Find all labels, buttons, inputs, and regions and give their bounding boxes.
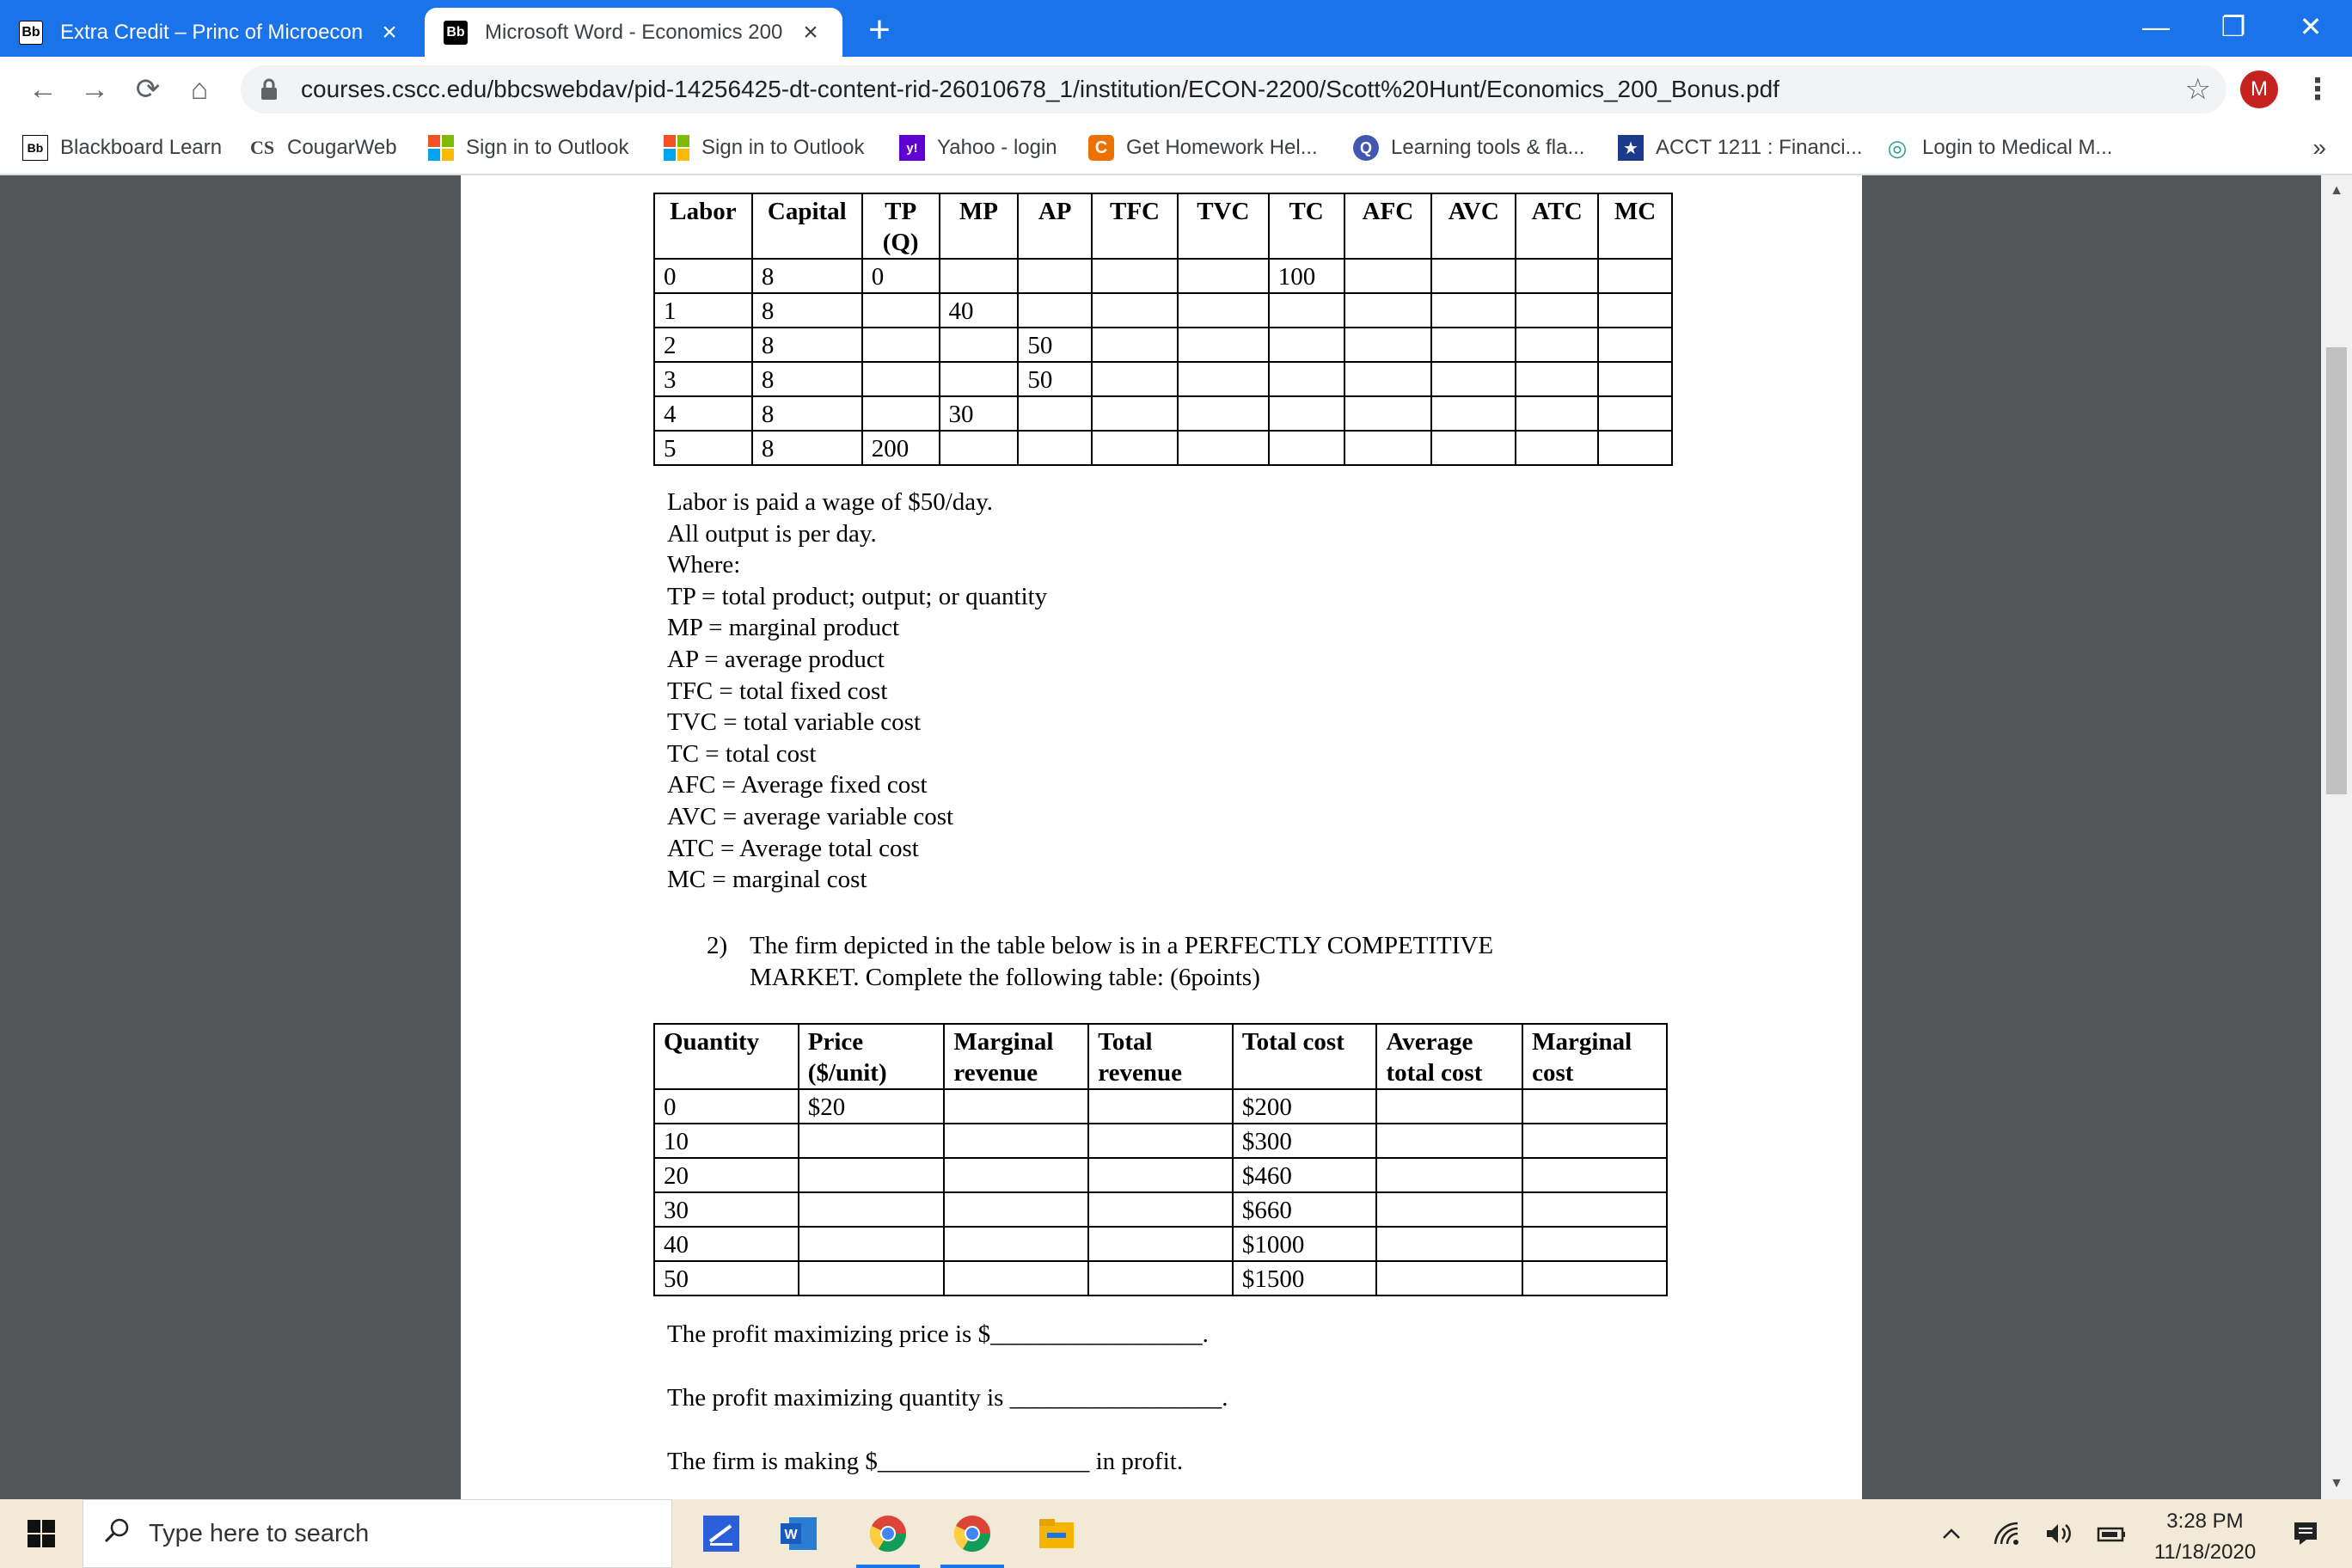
table-cell bbox=[1092, 259, 1178, 293]
table-cell bbox=[1178, 259, 1269, 293]
bookmark-label: Sign in to Outlook bbox=[701, 136, 865, 159]
table-cell bbox=[1018, 293, 1092, 328]
table-cell bbox=[1088, 1192, 1233, 1227]
table-cell bbox=[1516, 431, 1598, 465]
table-cell bbox=[1018, 396, 1092, 431]
answer-label: The firm is making $ bbox=[667, 1448, 878, 1475]
table-cell bbox=[1269, 431, 1344, 465]
globe-icon: ◎ bbox=[1887, 134, 1908, 161]
table-cell: 40 bbox=[940, 293, 1019, 328]
table-cell bbox=[1516, 259, 1598, 293]
bookmarks-overflow-button[interactable]: » bbox=[2312, 134, 2326, 161]
table-cell bbox=[862, 293, 940, 328]
table-cell bbox=[944, 1227, 1088, 1261]
column-header bbox=[1088, 1024, 1233, 1089]
column-header bbox=[944, 1024, 1088, 1089]
restore-button[interactable]: ❐ bbox=[2220, 11, 2246, 42]
table-row bbox=[654, 396, 1672, 431]
question-line: The firm depicted in the table below is in a PERFECTLY COMPETITIVE bbox=[750, 932, 1494, 959]
table-cell bbox=[1344, 396, 1432, 431]
table-cell bbox=[799, 1124, 945, 1158]
table-cell bbox=[940, 328, 1019, 362]
question-line: MARKET. Complete the following table: (6points) bbox=[750, 963, 1260, 991]
header-line: Marginal bbox=[953, 1028, 1054, 1056]
header-line bbox=[664, 1057, 789, 1088]
table-cell: 50 bbox=[1018, 362, 1092, 396]
table-cell bbox=[1516, 362, 1598, 396]
question-number: 2) bbox=[707, 932, 728, 959]
table-cell bbox=[1598, 328, 1672, 362]
table-cell: 3 bbox=[654, 362, 752, 396]
cost-table bbox=[653, 193, 1673, 466]
table-cell bbox=[1344, 431, 1432, 465]
table-cell bbox=[1088, 1089, 1233, 1124]
table-row bbox=[654, 431, 1672, 465]
note-line: MP = marginal product bbox=[667, 614, 900, 642]
table-cell bbox=[1522, 1089, 1667, 1124]
column-header: AFC bbox=[1344, 193, 1432, 259]
table-cell bbox=[940, 362, 1019, 396]
table-cell bbox=[1376, 1261, 1522, 1295]
table-row bbox=[654, 1227, 1667, 1261]
answer-blank[interactable]: _________________ bbox=[877, 1448, 1090, 1475]
table-cell: $660 bbox=[1233, 1192, 1377, 1227]
vertical-scrollbar[interactable] bbox=[2321, 175, 2352, 1499]
table-cell bbox=[862, 396, 940, 431]
table-row bbox=[654, 1158, 1667, 1192]
column-header: MP bbox=[940, 193, 1019, 259]
table-cell bbox=[1522, 1158, 1667, 1192]
table-cell bbox=[1598, 396, 1672, 431]
table-cell bbox=[1516, 396, 1598, 431]
table-row bbox=[654, 1261, 1667, 1295]
table-cell bbox=[1522, 1261, 1667, 1295]
cougarweb-icon: CS bbox=[249, 137, 275, 158]
table-cell: 0 bbox=[654, 1089, 799, 1124]
table-cell bbox=[1344, 293, 1432, 328]
table-cell bbox=[1598, 293, 1672, 328]
answer-suffix: . bbox=[1222, 1384, 1228, 1412]
show-hidden-icons[interactable] bbox=[1934, 1499, 1969, 1568]
table-cell bbox=[1431, 396, 1516, 431]
table-cell bbox=[940, 259, 1019, 293]
note-line: TVC = total variable cost bbox=[667, 708, 921, 737]
scroll-thumb[interactable] bbox=[2326, 347, 2347, 794]
table-cell bbox=[1269, 328, 1344, 362]
header-line: Quantity bbox=[664, 1028, 760, 1056]
column-header: ATC bbox=[1516, 193, 1598, 259]
table-cell bbox=[1376, 1124, 1522, 1158]
table-cell bbox=[1431, 259, 1516, 293]
table-cell bbox=[1522, 1192, 1667, 1227]
table-cell bbox=[1376, 1158, 1522, 1192]
profile-avatar[interactable]: M bbox=[2240, 70, 2278, 108]
table-cell bbox=[1376, 1192, 1522, 1227]
table-cell: 8 bbox=[752, 293, 862, 328]
table-cell: 50 bbox=[1018, 328, 1092, 362]
quizlet-icon: Q bbox=[1353, 135, 1379, 161]
taskbar-app-whiteboard[interactable] bbox=[683, 1499, 760, 1568]
answer-blank[interactable]: _________________ bbox=[1009, 1384, 1222, 1412]
table-cell: 10 bbox=[654, 1124, 799, 1158]
table-cell bbox=[1178, 431, 1269, 465]
table-cell bbox=[1088, 1261, 1233, 1295]
bookmark-label: CougarWeb bbox=[287, 136, 397, 159]
column-header bbox=[1522, 1024, 1667, 1089]
column-header: AVC bbox=[1431, 193, 1516, 259]
taskbar-app-file-explorer[interactable] bbox=[1018, 1499, 1095, 1568]
address-bar[interactable] bbox=[241, 65, 2226, 113]
tab-title: Extra Credit – Princ of Microecon bbox=[60, 20, 364, 44]
table-cell bbox=[1092, 396, 1178, 431]
header-line bbox=[1242, 1057, 1368, 1088]
tab-economics-pdf[interactable] bbox=[425, 8, 842, 57]
note-line: AVC = average variable cost bbox=[667, 802, 954, 830]
taskbar-app-chrome-1[interactable] bbox=[849, 1499, 927, 1568]
table-cell: 8 bbox=[752, 431, 862, 465]
table-row bbox=[654, 1089, 1667, 1124]
table-cell: 4 bbox=[654, 396, 752, 431]
table-cell bbox=[862, 362, 940, 396]
minimize-button[interactable]: — bbox=[2142, 10, 2170, 42]
table-cell bbox=[1376, 1089, 1522, 1124]
note-line: MC = marginal cost bbox=[667, 866, 867, 894]
close-tab-icon[interactable]: × bbox=[803, 17, 818, 46]
header-line: Price bbox=[807, 1028, 864, 1056]
table-cell bbox=[1598, 431, 1672, 465]
answer-suffix: . bbox=[1202, 1320, 1209, 1348]
table-cell bbox=[799, 1158, 945, 1192]
answer-quantity bbox=[667, 1382, 1228, 1414]
table-cell bbox=[1088, 1158, 1233, 1192]
table-cell bbox=[1269, 396, 1344, 431]
search-icon bbox=[104, 1517, 130, 1550]
tab-strip bbox=[0, 0, 2352, 57]
column-header: AP bbox=[1018, 193, 1092, 259]
bookmark-label: Blackboard Learn bbox=[60, 136, 223, 159]
header-line: ($/unit) bbox=[807, 1059, 887, 1087]
menu-kebab-icon[interactable]: ⋮ bbox=[2303, 73, 2332, 106]
table-cell bbox=[1431, 431, 1516, 465]
close-tab-icon[interactable]: × bbox=[382, 17, 397, 46]
note-line: All output is per day. bbox=[667, 519, 877, 548]
table-cell bbox=[1344, 259, 1432, 293]
table-cell bbox=[1376, 1227, 1522, 1261]
table-cell: 1 bbox=[654, 293, 752, 328]
header-line: Average bbox=[1386, 1028, 1473, 1056]
table-cell: 0 bbox=[654, 259, 752, 293]
table-cell bbox=[1598, 259, 1672, 293]
table-cell bbox=[944, 1192, 1088, 1227]
table-cell bbox=[1092, 293, 1178, 328]
table-row bbox=[654, 293, 1672, 328]
table-cell bbox=[862, 328, 940, 362]
notifications-icon[interactable] bbox=[2280, 1499, 2331, 1568]
bookmark-medical[interactable] bbox=[1884, 122, 2112, 174]
volume-icon[interactable] bbox=[2037, 1499, 2080, 1568]
new-tab-button[interactable]: + bbox=[868, 9, 891, 51]
bookmark-quizlet[interactable] bbox=[1353, 122, 1584, 174]
table-cell bbox=[1522, 1227, 1667, 1261]
note-line: AP = average product bbox=[667, 645, 885, 673]
table-cell: 30 bbox=[940, 396, 1019, 431]
battery-icon[interactable] bbox=[2089, 1499, 2132, 1568]
close-window-button[interactable]: ✕ bbox=[2299, 11, 2323, 42]
table-cell bbox=[1431, 293, 1516, 328]
table-cell: 8 bbox=[752, 362, 862, 396]
table-cell bbox=[1522, 1124, 1667, 1158]
table-cell bbox=[1598, 362, 1672, 396]
table-cell bbox=[1269, 293, 1344, 328]
table-cell: 0 bbox=[862, 259, 940, 293]
table-row bbox=[654, 1124, 1667, 1158]
bookmark-label: Yahoo - login bbox=[937, 136, 1057, 159]
note-line: TP = total product; output; or quantity bbox=[667, 582, 1048, 610]
lock-icon[interactable] bbox=[258, 78, 280, 101]
table-cell: 40 bbox=[654, 1227, 799, 1261]
table-cell bbox=[940, 431, 1019, 465]
note-line: AFC = Average fixed cost bbox=[667, 771, 928, 799]
microsoft-icon bbox=[664, 135, 689, 161]
note-line: TFC = total fixed cost bbox=[667, 677, 888, 705]
wifi-icon[interactable] bbox=[1986, 1499, 2029, 1568]
table-row bbox=[654, 362, 1672, 396]
scroll-down-icon[interactable]: ▼ bbox=[2330, 1476, 2343, 1491]
table-cell: 2 bbox=[654, 328, 752, 362]
table-cell bbox=[944, 1124, 1088, 1158]
table-cell bbox=[1088, 1124, 1233, 1158]
browser-toolbar bbox=[0, 57, 2352, 122]
table-cell: $1000 bbox=[1233, 1227, 1377, 1261]
bookmark-label: Learning tools & fla... bbox=[1391, 136, 1585, 159]
table-cell: 8 bbox=[752, 328, 862, 362]
question-2-text bbox=[750, 930, 1493, 993]
table-cell: $200 bbox=[1233, 1089, 1377, 1124]
pdf-viewer[interactable] bbox=[0, 175, 2352, 1499]
bookmark-label: Sign in to Outlook bbox=[466, 136, 629, 159]
table-cell bbox=[1269, 362, 1344, 396]
column-header: TC bbox=[1269, 193, 1344, 259]
table-cell bbox=[1088, 1227, 1233, 1261]
bookmarks-bar bbox=[0, 122, 2352, 175]
blackboard-icon: Bb bbox=[22, 135, 48, 161]
clock-time: 3:28 PM bbox=[2166, 1510, 2244, 1533]
taskbar-search-box[interactable] bbox=[83, 1499, 672, 1568]
table-cell bbox=[944, 1261, 1088, 1295]
table-cell bbox=[1178, 396, 1269, 431]
back-button[interactable]: ← bbox=[28, 72, 58, 106]
column-header: Capital bbox=[752, 193, 862, 259]
column-header bbox=[654, 1024, 799, 1089]
svg-text:W: W bbox=[784, 1528, 798, 1542]
bookmark-acct[interactable] bbox=[1618, 122, 1863, 174]
table-cell: 20 bbox=[654, 1158, 799, 1192]
forward-button[interactable]: → bbox=[80, 72, 109, 106]
star-bookmark-icon: ★ bbox=[1618, 135, 1644, 161]
table-cell: $1500 bbox=[1233, 1261, 1377, 1295]
table-row bbox=[654, 259, 1672, 293]
blackboard-favicon-icon: Bb bbox=[444, 21, 468, 45]
table-cell bbox=[1178, 328, 1269, 362]
table-cell bbox=[799, 1192, 945, 1227]
header-line: revenue bbox=[953, 1059, 1038, 1087]
header-line: Total cost bbox=[1241, 1028, 1344, 1056]
note-line: Where: bbox=[667, 551, 741, 579]
bookmark-label: Login to Medical M... bbox=[1922, 136, 2113, 159]
taskbar-app-word[interactable] bbox=[760, 1499, 837, 1568]
column-header bbox=[799, 1024, 945, 1089]
answer-blank[interactable]: _________________ bbox=[990, 1320, 1203, 1348]
answer-suffix: in profit. bbox=[1089, 1448, 1184, 1475]
question-2 bbox=[707, 930, 727, 962]
table-cell bbox=[944, 1089, 1088, 1124]
column-header: MC bbox=[1598, 193, 1672, 259]
table-cell bbox=[1516, 293, 1598, 328]
table-cell: 5 bbox=[654, 431, 752, 465]
table-cell: 8 bbox=[752, 396, 862, 431]
home-button[interactable]: ⌂ bbox=[190, 72, 209, 106]
header-line: cost bbox=[1532, 1059, 1574, 1087]
table-cell bbox=[799, 1261, 945, 1295]
chegg-icon: C bbox=[1088, 135, 1114, 161]
table-cell: 50 bbox=[654, 1261, 799, 1295]
bookmark-outlook-2[interactable] bbox=[664, 122, 864, 174]
windows-taskbar bbox=[0, 1499, 2352, 1568]
table-cell bbox=[1516, 328, 1598, 362]
table-header-row bbox=[654, 193, 1672, 259]
pdf-page bbox=[461, 175, 1862, 1499]
table-cell: 200 bbox=[862, 431, 940, 465]
bookmark-cougarweb[interactable] bbox=[249, 122, 397, 174]
answer-price bbox=[667, 1319, 1209, 1351]
clock-date: 11/18/2020 bbox=[2153, 1540, 2257, 1564]
windows-start-icon[interactable] bbox=[0, 1499, 83, 1568]
column-header: Labor bbox=[654, 193, 752, 259]
column-header bbox=[1376, 1024, 1522, 1089]
system-clock[interactable] bbox=[2132, 1506, 2278, 1568]
table-header-row bbox=[654, 1024, 1667, 1089]
table-cell bbox=[1018, 259, 1092, 293]
bookmark-blackboard[interactable] bbox=[22, 122, 222, 174]
table-cell bbox=[1092, 431, 1178, 465]
answer-profit bbox=[667, 1446, 1183, 1478]
table-row bbox=[654, 1192, 1667, 1227]
table-cell bbox=[1092, 362, 1178, 396]
header-line: revenue bbox=[1098, 1059, 1182, 1087]
scroll-up-icon[interactable]: ▲ bbox=[2330, 183, 2343, 198]
note-line: TC = total cost bbox=[667, 739, 817, 768]
yahoo-icon: y! bbox=[899, 135, 925, 161]
column-header: TFC bbox=[1092, 193, 1178, 259]
table-cell: 8 bbox=[752, 259, 862, 293]
header-line: total cost bbox=[1386, 1059, 1483, 1087]
column-header bbox=[1233, 1024, 1377, 1089]
table-cell bbox=[799, 1227, 945, 1261]
table-row bbox=[654, 328, 1672, 362]
tab-extra-credit[interactable] bbox=[0, 8, 421, 57]
bookmark-outlook-1[interactable] bbox=[428, 122, 628, 174]
revenue-table bbox=[653, 1023, 1668, 1296]
table-cell bbox=[1344, 362, 1432, 396]
table-cell: $300 bbox=[1233, 1124, 1377, 1158]
bookmark-star-icon[interactable]: ☆ bbox=[2184, 73, 2211, 106]
table-cell bbox=[1092, 328, 1178, 362]
search-placeholder: Type here to search bbox=[149, 1519, 370, 1547]
blackboard-favicon-icon: Bb bbox=[19, 21, 43, 45]
tab-title: Microsoft Word - Economics 200 bbox=[485, 20, 783, 44]
note-line: Labor is paid a wage of $50/day. bbox=[667, 488, 994, 516]
reload-button[interactable]: ⟳ bbox=[135, 73, 161, 106]
table-cell: $460 bbox=[1233, 1158, 1377, 1192]
table-cell bbox=[944, 1158, 1088, 1192]
table-cell: 30 bbox=[654, 1192, 799, 1227]
table-cell bbox=[1344, 328, 1432, 362]
table-cell bbox=[1431, 328, 1516, 362]
microsoft-icon bbox=[428, 135, 454, 161]
table-cell bbox=[1431, 362, 1516, 396]
table-cell bbox=[1178, 293, 1269, 328]
column-header: TP (Q) bbox=[862, 193, 940, 259]
url-text[interactable]: courses.cscc.edu/bbcswebdav/pid-14256425-dt-content-rid-26010678_1/institution/ECON-2200/Scott%20Hunt/Economics_200_Bonus.pdf bbox=[301, 76, 1779, 102]
table-cell bbox=[1018, 431, 1092, 465]
header-line: Marginal bbox=[1532, 1028, 1632, 1056]
bookmark-yahoo[interactable] bbox=[899, 122, 1057, 174]
bookmark-label: Get Homework Hel... bbox=[1126, 136, 1318, 159]
taskbar-app-chrome-2[interactable] bbox=[934, 1499, 1011, 1568]
note-line: ATC = Average total cost bbox=[667, 834, 919, 862]
answer-label: The profit maximizing quantity is bbox=[667, 1384, 1010, 1412]
table-cell: $20 bbox=[799, 1089, 945, 1124]
header-line: Total bbox=[1098, 1028, 1153, 1056]
bookmark-label: ACCT 1211 : Financi... bbox=[1656, 136, 1863, 159]
notes-block bbox=[667, 487, 1047, 896]
column-header: TVC bbox=[1178, 193, 1269, 259]
answer-label: The profit maximizing price is $ bbox=[667, 1320, 991, 1348]
table-cell bbox=[1178, 362, 1269, 396]
table-cell: 100 bbox=[1269, 259, 1344, 293]
bookmark-chegg[interactable] bbox=[1088, 122, 1318, 174]
